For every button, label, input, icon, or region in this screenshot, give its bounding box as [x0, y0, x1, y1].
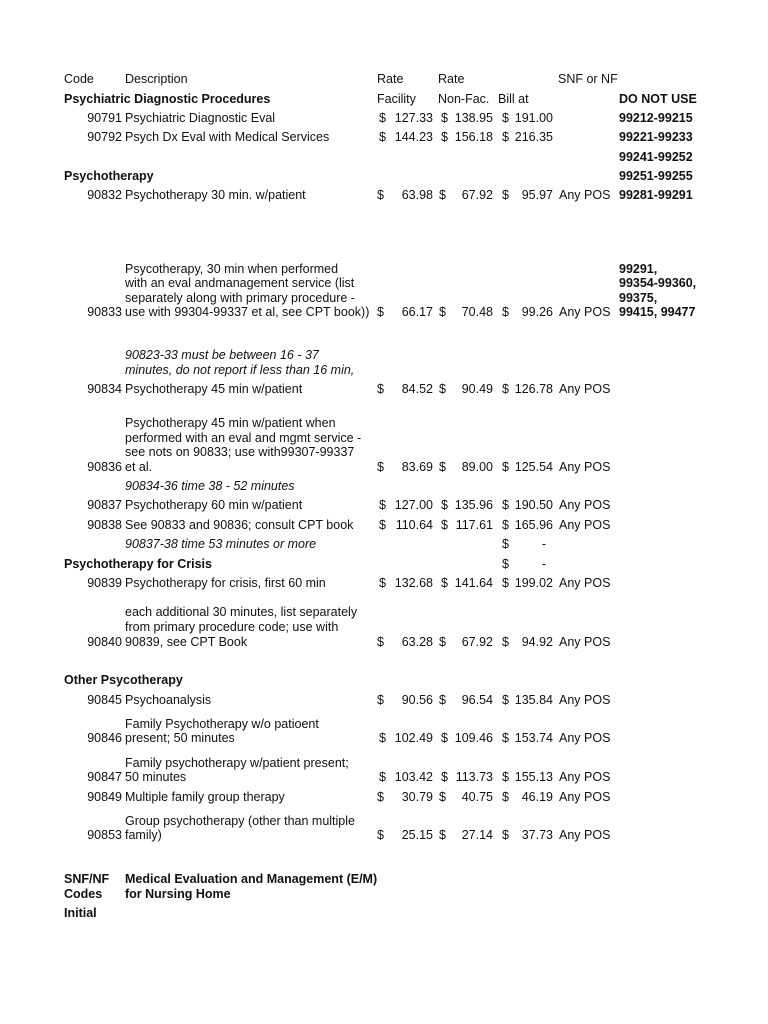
col-header-code: Code: [64, 72, 94, 86]
row-description: Psychotherapy 30 min. w/patient: [125, 188, 306, 202]
row-description: Psychotherapy 60 min w/patient: [125, 498, 303, 512]
donotuse-code: 99354-99360,: [619, 276, 697, 290]
initial-label: Initial: [64, 906, 97, 920]
donotuse-code: 99212-99215: [619, 111, 693, 125]
donotuse-code: 99281-99291: [619, 188, 693, 202]
pos: Any POS: [559, 576, 611, 590]
row-description-line: Psychotherapy 45 min w/patient when: [125, 416, 336, 430]
row-description-line: Group psychotherapy (other than multiple: [125, 814, 355, 828]
row-code: 90845: [87, 693, 122, 707]
row-description-line: 90839, see CPT Book: [125, 635, 248, 649]
row-code: 90853: [87, 828, 122, 842]
pos: Any POS: [559, 693, 611, 707]
pos: Any POS: [559, 790, 611, 804]
pos: Any POS: [559, 460, 611, 474]
row-description-line: see nots on 90833; use with99307-99337: [125, 445, 355, 459]
donotuse-code: 99291,: [619, 262, 658, 276]
col-header-rate-nonfac: Rate: [438, 72, 465, 86]
section-psychotherapy: Psychotherapy: [64, 169, 154, 183]
pos: Any POS: [559, 731, 611, 745]
row-description: See 90833 and 90836; consult CPT book: [125, 518, 354, 532]
row-code: 90847: [87, 770, 122, 784]
row-description-line: use with 99304-99337 et al, see CPT book)): [125, 305, 370, 319]
donotuse-code: 99251-99255: [619, 169, 693, 183]
snf-codes-label: SNF/NF: [64, 872, 110, 886]
row-description: Psychotherapy 45 min w/patient: [125, 382, 303, 396]
row-code: 90849: [87, 790, 122, 804]
row-description-line: present; 50 minutes: [125, 731, 235, 745]
row-code: 90792: [87, 130, 122, 144]
snf-section-title: for Nursing Home: [125, 887, 231, 901]
row-description-line: with an eval andmanagement service (list: [125, 276, 355, 290]
col-header-facility: Facility: [377, 92, 416, 106]
timing-note: 90837-38 time 53 minutes or more: [125, 537, 317, 551]
row-description: Psychoanalysis: [125, 693, 212, 707]
snf-codes-label: Codes: [64, 887, 103, 901]
snf-section-title: Medical Evaluation and Management (E/M): [125, 872, 378, 886]
pos: Any POS: [559, 635, 611, 649]
row-code: 90834: [87, 382, 122, 396]
row-description-line: Psycotherapy, 30 min when performed: [125, 262, 339, 276]
section-other-psychotherapy: Other Psycotherapy: [64, 673, 183, 687]
donotuse-code: 99221-99233: [619, 130, 693, 144]
pos: Any POS: [559, 188, 611, 202]
section-crisis: Psychotherapy for Crisis: [64, 557, 212, 571]
row-code: 90840: [87, 635, 122, 649]
row-code: 90791: [87, 111, 122, 125]
pos: Any POS: [559, 828, 611, 842]
pos: Any POS: [559, 498, 611, 512]
row-description-line: from primary procedure code; use with: [125, 620, 339, 634]
pos: Any POS: [559, 518, 611, 532]
section-psych-diagnostic: Psychiatric Diagnostic Procedures: [64, 92, 271, 106]
row-description-line: family): [125, 828, 162, 842]
row-code: 90837: [87, 498, 122, 512]
row-description: Psychiatric Diagnostic Eval: [125, 111, 276, 125]
col-header-snf: SNF or NF: [558, 72, 618, 86]
pos: Any POS: [559, 770, 611, 784]
row-code: 90846: [87, 731, 122, 745]
row-description-line: each additional 30 minutes, list separately: [125, 605, 358, 619]
pos: Any POS: [559, 382, 611, 396]
timing-note: 90823-33 must be between 16 - 37: [125, 348, 319, 362]
donotuse-code: 99241-99252: [619, 150, 693, 164]
timing-note: 90834-36 time 38 - 52 minutes: [125, 479, 295, 493]
col-header-nonfac: Non-Fac.: [438, 92, 490, 106]
col-header-rate-facility: Rate: [377, 72, 404, 86]
timing-note: minutes, do not report if less than 16 min,: [125, 363, 355, 377]
row-description-line: Family Psychotherapy w/o patioent: [125, 717, 319, 731]
row-code: 90836: [87, 460, 122, 474]
row-description: Psychotherapy for crisis, first 60 min: [125, 576, 326, 590]
row-description: Psych Dx Eval with Medical Services: [125, 130, 330, 144]
row-code: 90832: [87, 188, 122, 202]
row-code: 90839: [87, 576, 122, 590]
col-header-description: Description: [125, 72, 188, 86]
col-header-billat: Bill at: [498, 92, 529, 106]
row-description-line: performed with an eval and mgmt service -: [125, 431, 362, 445]
row-description-line: 50 minutes: [125, 770, 187, 784]
row-code: 90838: [87, 518, 122, 532]
donotuse-code: 99375,: [619, 291, 658, 305]
row-description-line: Family psychotherapy w/patient present;: [125, 756, 349, 770]
row-code: 90833: [87, 305, 122, 319]
row-description-line: separately along with primary procedure -: [125, 291, 355, 305]
pos: Any POS: [559, 305, 611, 319]
donotuse-code: 99415, 99477: [619, 305, 696, 319]
row-description-line: et al.: [125, 460, 153, 474]
row-description: Multiple family group therapy: [125, 790, 285, 804]
col-header-donotuse: DO NOT USE: [619, 92, 697, 106]
